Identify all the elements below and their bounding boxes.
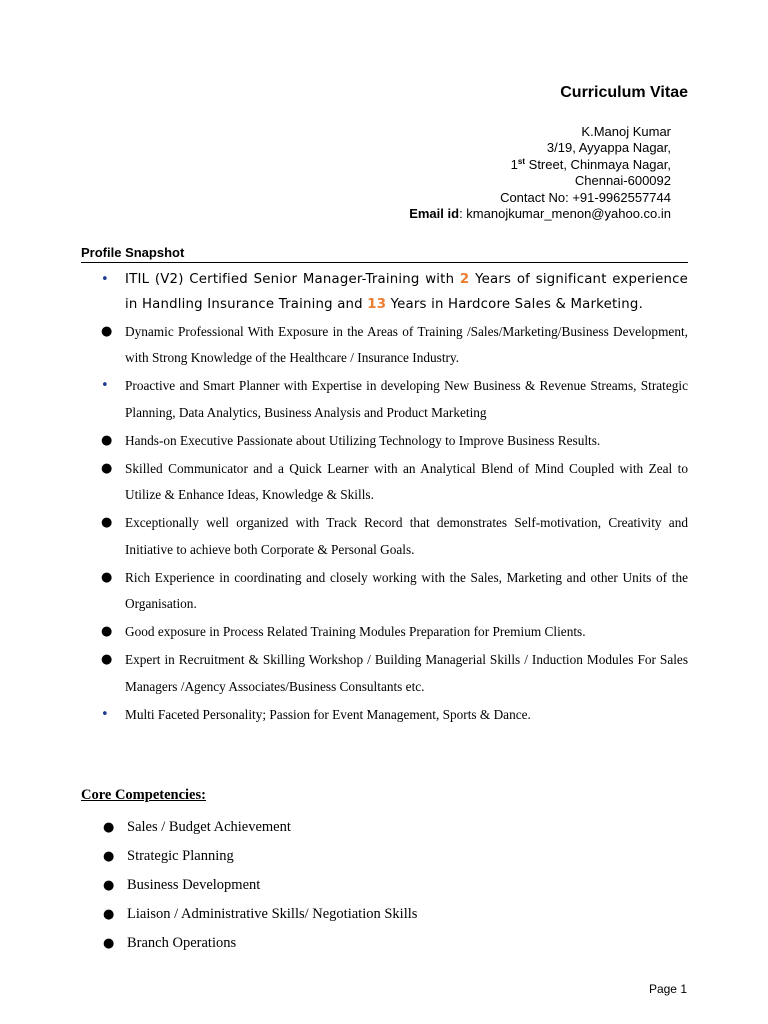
profile-item-text-c: Years in Hardcore Sales & Marketing. xyxy=(386,296,643,312)
profile-item-text: Hands-on Executive Passionate about Utilizing Technology to Improve Business Results. xyxy=(125,432,601,448)
profile-item-text: Rich Experience in coordinating and closely working with the Sales, Marketing and other Units of the Organisation. xyxy=(125,569,688,612)
profile-item-text: Multi Faceted Personality; Passion for Event Management, Sports & Dance. xyxy=(125,706,531,722)
core-item-text: Branch Operations xyxy=(127,935,237,951)
bullet-icon: ● xyxy=(101,624,113,640)
bullet-icon: ● xyxy=(103,820,115,835)
years-highlight: 13 xyxy=(367,296,387,312)
profile-item-text: Expert in Recruitment & Skilling Workshop / Building Managerial Skills / Induction Modules For Sales Managers /Agency Associates/Business Consultants etc. xyxy=(125,652,688,694)
email-separator: : xyxy=(459,206,467,222)
bullet-icon: ● xyxy=(103,849,115,864)
bullet-icon: ● xyxy=(103,936,115,951)
core-item-text: Business Development xyxy=(127,877,261,893)
profile-item xyxy=(81,456,688,509)
bullet-icon: • xyxy=(101,706,109,722)
bullet-icon: ● xyxy=(101,515,113,531)
address-city: Chennai-600092 xyxy=(574,173,671,189)
bullet-icon: ● xyxy=(101,323,113,339)
profile-item xyxy=(81,510,688,563)
contact-name: K.Manoj Kumar xyxy=(581,124,671,139)
core-list xyxy=(81,813,688,958)
bullet-icon: • xyxy=(101,378,109,394)
profile-snapshot-heading: Profile Snapshot xyxy=(81,245,688,263)
profile-item-text-a: ITIL (V2) Certified Senior Manager-Training with xyxy=(125,272,460,287)
profile-item xyxy=(81,373,688,426)
core-item-text: Sales / Budget Achievement xyxy=(127,819,291,835)
profile-item-text: Skilled Communicator and a Quick Learner with an Analytical Blend of Mind Coupled with Zeal to Utilize & Enhance Ideas, Knowledge & Skills. xyxy=(125,460,688,503)
core-item xyxy=(81,871,688,900)
core-item xyxy=(81,929,688,958)
profile-item xyxy=(81,565,688,618)
document-title: Curriculum Vitae xyxy=(560,84,688,101)
profile-item-text: Exceptionally well organized with Track Record that demonstrates Self-motivation, Creativity and Initiative to achieve both Corporate & Personal Goals. xyxy=(125,515,688,557)
email-label: Email id xyxy=(409,206,460,222)
profile-item xyxy=(81,619,688,646)
bullet-icon: • xyxy=(101,272,109,287)
street-number: 1 xyxy=(510,156,518,172)
core-item xyxy=(81,842,688,871)
years-highlight: 2 xyxy=(459,272,470,287)
bullet-icon: ● xyxy=(101,460,113,476)
core-item xyxy=(81,813,688,842)
core-item xyxy=(81,900,688,929)
street-rest: Street, Chinmaya Nagar, xyxy=(525,156,671,172)
contact-email xyxy=(409,206,671,222)
street-ordinal: st xyxy=(517,156,526,166)
bullet-icon: ● xyxy=(101,569,113,585)
bullet-icon: ● xyxy=(101,432,113,448)
profile-item-text: Proactive and Smart Planner with Expertise in developing New Business & Revenue Streams, Strategic Planning, Data Analytics, Business Analysis and Product Marketing xyxy=(125,378,688,420)
bullet-icon: ● xyxy=(101,652,113,668)
profile-item xyxy=(81,268,688,317)
core-item-text: Strategic Planning xyxy=(127,848,234,864)
page-number: Page 1 xyxy=(648,982,687,996)
bullet-icon: ● xyxy=(103,907,115,922)
contact-phone: Contact No: +91-9962557744 xyxy=(500,189,671,205)
profile-item-text: Dynamic Professional With Exposure in the Areas of Training /Sales/Marketing/Business Development, with Strong Knowledge of the Healthcare / Insurance Industry. xyxy=(125,323,688,366)
address-line-1: 3/19, Ayyappa Nagar, xyxy=(546,140,671,156)
profile-item xyxy=(81,647,688,700)
contact-block xyxy=(409,124,671,222)
profile-item-text-b: Years of significant experience in Handling Insurance Training and xyxy=(125,272,688,312)
email-address: kmanojkumar_menon@yahoo.co.in xyxy=(466,206,671,222)
profile-item-text: Good exposure in Process Related Training Modules Preparation for Premium Clients. xyxy=(125,624,586,640)
profile-item xyxy=(81,319,688,372)
bullet-icon: ● xyxy=(103,878,115,893)
core-competencies-heading: Core Competencies: xyxy=(81,787,206,803)
address-line-2 xyxy=(409,157,671,173)
profile-item xyxy=(81,428,688,455)
profile-list xyxy=(81,268,688,730)
profile-item xyxy=(81,702,688,729)
core-item-text: Liaison / Administrative Skills/ Negotiation Skills xyxy=(127,906,418,922)
